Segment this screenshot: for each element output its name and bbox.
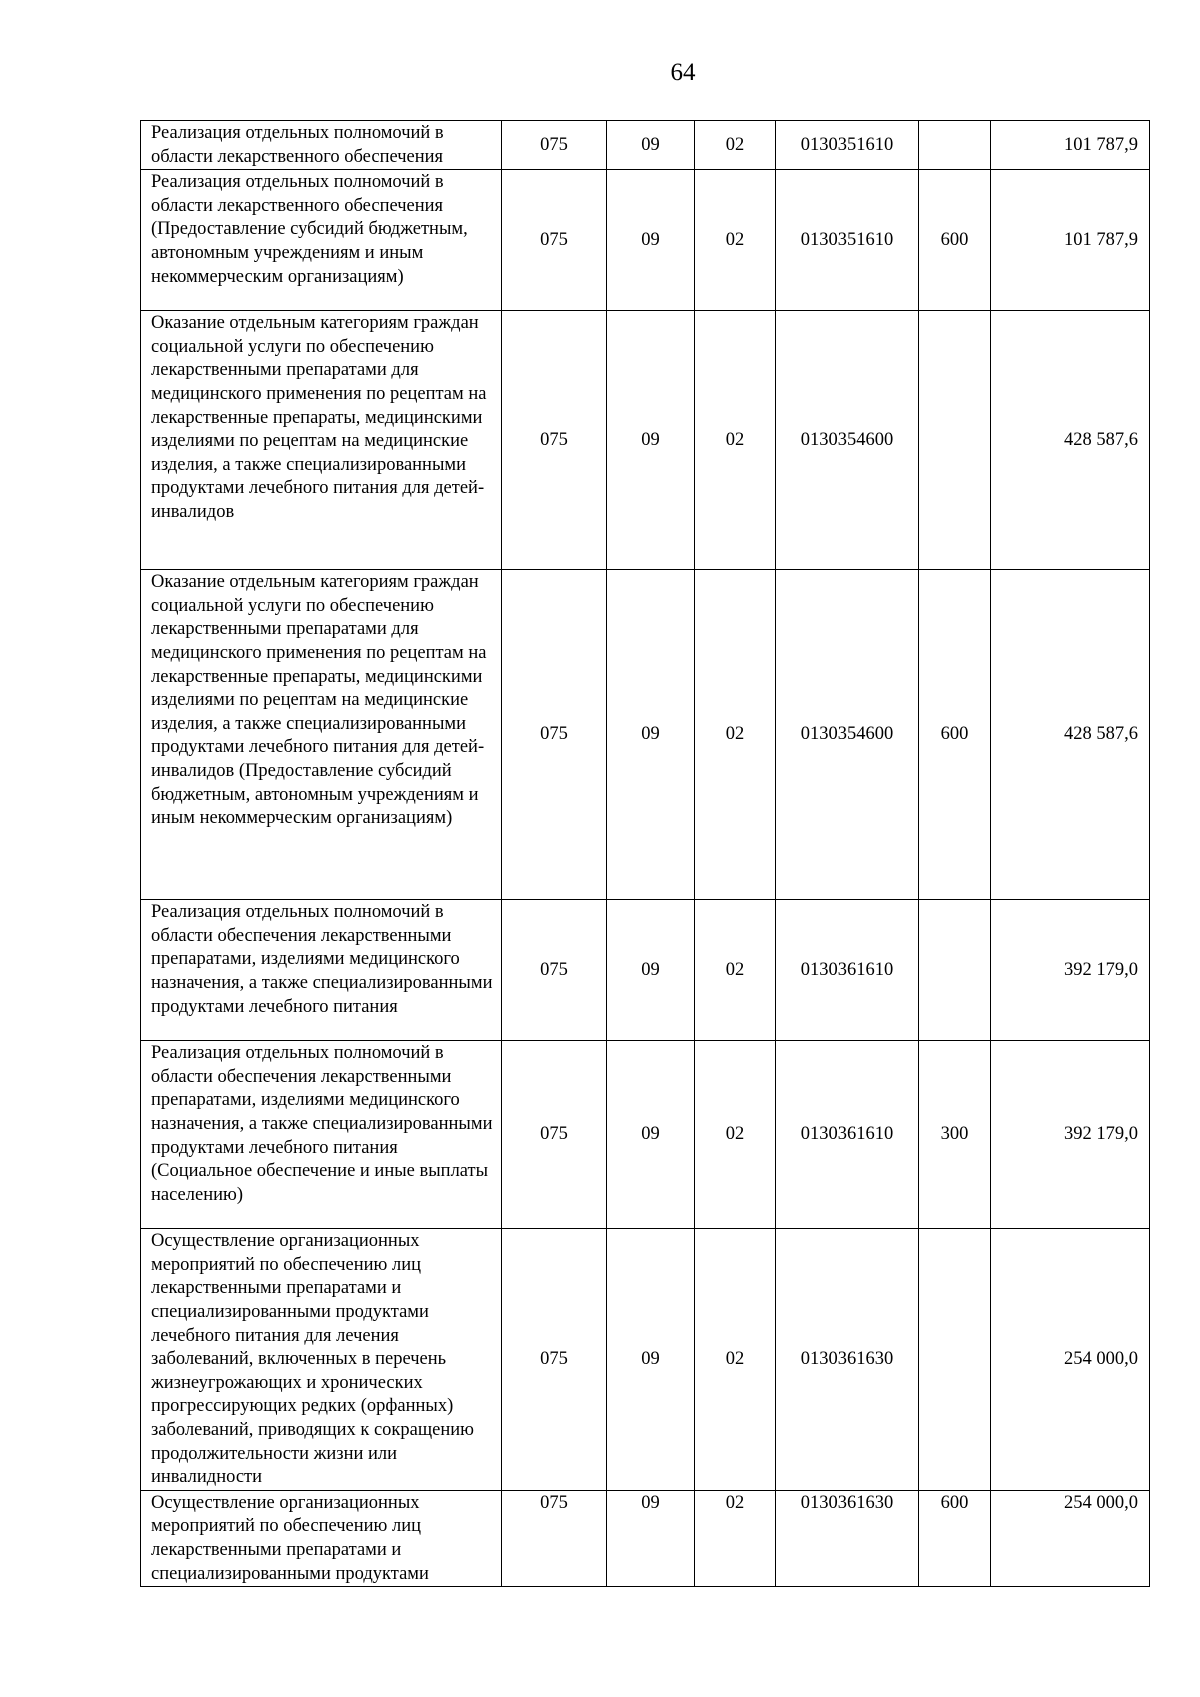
amount: 428 587,6 [991,570,1150,900]
row-name: Реализация отдельных полномочий в области лекарственного обеспечения [141,121,502,170]
subsection-code: 02 [695,1490,776,1586]
section-code: 09 [607,570,695,900]
row-name: Оказание отдельным категориям граждан социальной услуги по обеспечению лекарственными препаратами для медицинского применения по рецептам на лекарственные препараты, медицинскими изделиями по рецептам на медицинские изделия, а также специализированными продуктами лечебного питания для детей-инвалидов [141,311,502,570]
table-row [141,1041,1150,1229]
row-name: Осуществление организационных мероприятий по обеспечению лиц лекарственными препаратами и специализированными продуктами лечебного питания для лечения заболеваний, включенных в перечень жизнеугрожающих и хронических прогрессирующих редких (орфанных) заболеваний, приводящих к сокращению продолжительности жизни или инвалидности [141,1229,502,1491]
ministry-code: 075 [502,570,607,900]
ministry-code: 075 [502,1041,607,1229]
amount: 101 787,9 [991,121,1150,170]
ministry-code: 075 [502,1229,607,1491]
target-item-code: 0130361630 [776,1490,919,1586]
amount: 428 587,6 [991,311,1150,570]
amount: 254 000,0 [991,1490,1150,1586]
subsection-code: 02 [695,900,776,1041]
row-name: Осуществление организационных мероприятий по обеспечению лиц лекарственными препаратами и специализированными продуктами [141,1490,502,1586]
subsection-code: 02 [695,170,776,311]
target-item-code: 0130361610 [776,900,919,1041]
section-code: 09 [607,170,695,311]
section-code: 09 [607,1490,695,1586]
amount: 101 787,9 [991,170,1150,311]
target-item-code: 0130351610 [776,170,919,311]
row-name: Оказание отдельным категориям граждан социальной услуги по обеспечению лекарственными препаратами для медицинского применения по рецептам на лекарственные препараты, медицинскими изделиями по рецептам на медицинские изделия, а также специализированными продуктами лечебного питания для детей-инвалидов (Предоставление субсидий бюджетным, автономным учреждениям и иным некоммерческим организациям) [141,570,502,900]
expense-type-code [919,311,991,570]
target-item-code: 0130361630 [776,1229,919,1491]
target-item-code: 0130354600 [776,311,919,570]
ministry-code: 075 [502,170,607,311]
page-number: 64 [670,59,696,86]
ministry-code: 075 [502,121,607,170]
target-item-code: 0130351610 [776,121,919,170]
ministry-code: 075 [502,900,607,1041]
target-item-code: 0130354600 [776,570,919,900]
table-row [141,570,1150,900]
section-code: 09 [607,121,695,170]
section-code: 09 [607,1041,695,1229]
expense-type-code: 300 [919,1041,991,1229]
subsection-code: 02 [695,311,776,570]
expense-type-code: 600 [919,170,991,311]
subsection-code: 02 [695,1229,776,1491]
section-code: 09 [607,900,695,1041]
ministry-code: 075 [502,311,607,570]
row-name: Реализация отдельных полномочий в области обеспечения лекарственными препаратами, изделиями медицинского назначения, а также специализированными продуктами лечебного питания (Социальное обеспечение и иные выплаты населению) [141,1041,502,1229]
section-code: 09 [607,1229,695,1491]
table-row [141,1229,1150,1491]
subsection-code: 02 [695,1041,776,1229]
expense-type-code [919,1229,991,1491]
row-name: Реализация отдельных полномочий в области обеспечения лекарственными препаратами, изделиями медицинского назначения, а также специализированными продуктами лечебного питания [141,900,502,1041]
subsection-code: 02 [695,121,776,170]
section-code: 09 [607,311,695,570]
row-name: Реализация отдельных полномочий в области лекарственного обеспечения (Предоставление субсидий бюджетным, автономным учреждениям и иным некоммерческим организациям) [141,170,502,311]
budget-table [140,120,1150,1587]
table-row [141,170,1150,311]
ministry-code: 075 [502,1490,607,1586]
table-row [141,311,1150,570]
table-row [141,121,1150,170]
target-item-code: 0130361610 [776,1041,919,1229]
table-row [141,900,1150,1041]
subsection-code: 02 [695,570,776,900]
amount: 392 179,0 [991,1041,1150,1229]
expense-type-code: 600 [919,570,991,900]
expense-type-code: 600 [919,1490,991,1586]
amount: 392 179,0 [991,900,1150,1041]
expense-type-code [919,121,991,170]
amount: 254 000,0 [991,1229,1150,1491]
table-row [141,1490,1150,1586]
expense-type-code [919,900,991,1041]
